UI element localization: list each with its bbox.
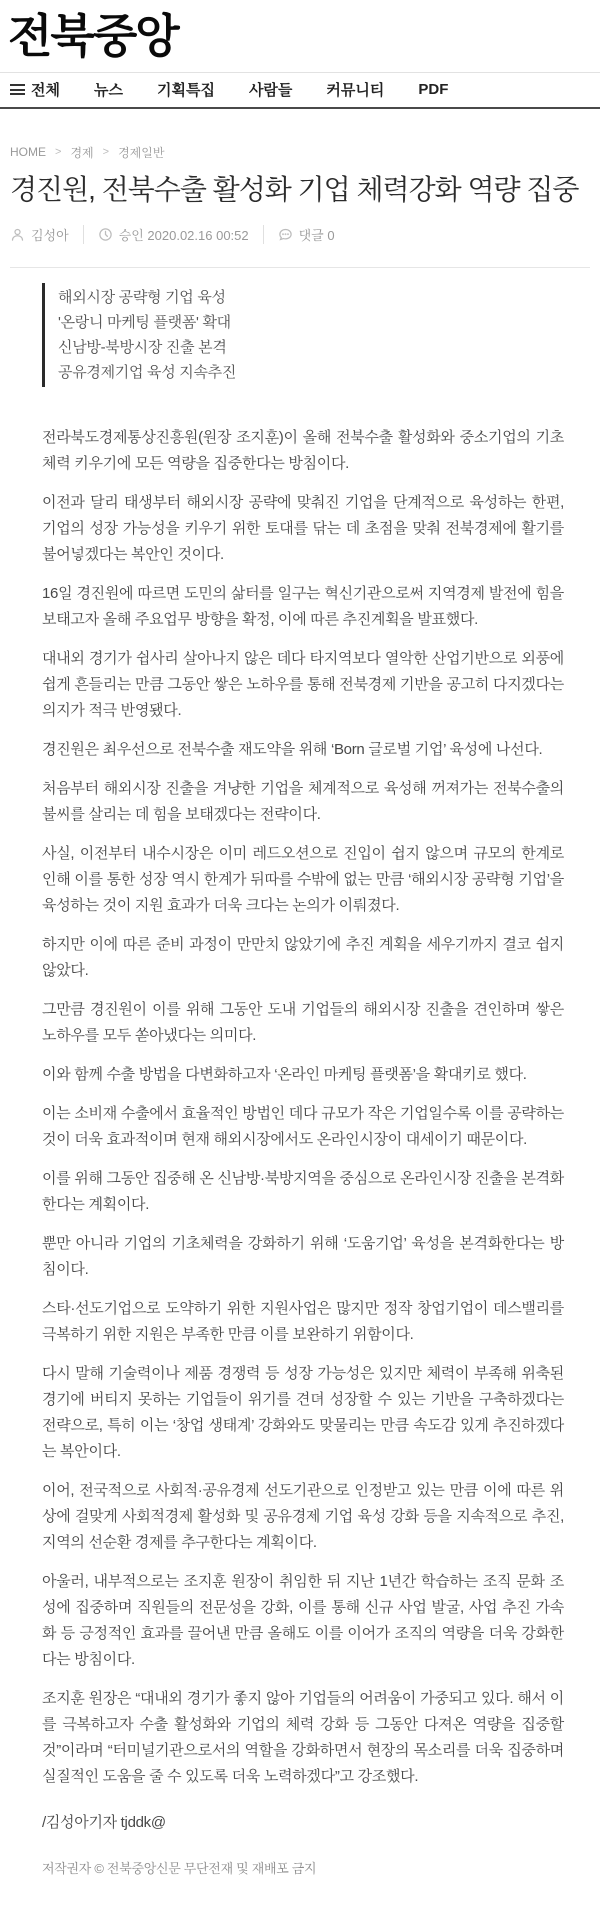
paragraph: 이어, 전국적으로 사회적·공유경제 선도기관으로 인정받고 있는 만큼 이에 따른 위상에 걸맞게 사회적경제 활성화 및 공유경제 기업 육성 강화 등을 지속적으로 추진, 지역의 선순환 경제를 추구한다는 계획이다. <box>42 1481 564 1551</box>
nav-item-label: 뉴스 <box>93 82 123 99</box>
summary-line: '온랑니 마케팅 플랫폼' 확대 <box>58 313 231 331</box>
breadcrumb-economy[interactable]: 경제 <box>70 145 94 160</box>
nav-item-label: 사람들 <box>248 82 293 99</box>
nav-item-label: 전체 <box>31 82 60 99</box>
paragraph: 아울러, 내부적으로는 조지훈 원장이 취임한 뒤 지난 1년간 학습하는 조직 문화 조성에 집중하며 직원들의 전문성을 강화, 이를 통해 신규 사업 발굴, 사업 추진 가속화 등 긍정적인 효과를 끌어낸 만큼 올해도 이를 이어가 조직의 역량을 더욱 강화한다는 방침이다. <box>42 1572 564 1668</box>
byline-author <box>10 225 83 244</box>
breadcrumb-separator-icon: > <box>102 146 110 158</box>
breadcrumb <box>10 144 590 161</box>
nav-item-label: 기획특집 <box>156 82 215 99</box>
breadcrumb-separator-icon: > <box>55 146 62 158</box>
article-summary <box>42 283 590 387</box>
paragraph: 처음부터 해외시장 진출을 겨냥한 기업을 체계적으로 육성해 꺼져가는 전북수출의 불씨를 살리는 데 힘을 보태겠다는 전략이다. <box>42 779 564 823</box>
paragraph: 이와 함께 수출 방법을 다변화하고자 ‘온라인 마케팅 플랫폼’을 확대키로 했다. <box>42 1065 527 1083</box>
copyright-notice: 저작권자 © 전북중앙신문 무단전재 및 재배포 금지 <box>42 1860 317 1876</box>
byline-approved <box>83 225 263 244</box>
nav-item-special[interactable] <box>157 79 215 100</box>
paragraph: 다시 말해 기술력이나 제품 경쟁력 등 성장 가능성은 있지만 체력이 부족해 위축된 경기에 버티지 못하는 기업들이 위기를 견뎌 성장할 수 있는 기반을 구축하겠다는 전략으로, 특히 이는 ‘창업 생태계’ 강화와도 맞물리는 만큼 속도감 있게 추진하겠다는 복안이다. <box>42 1364 564 1460</box>
comments-count: 댓글 0 <box>298 227 335 243</box>
paragraph: 사실, 이전부터 내수시장은 이미 레드오션으로 진입이 쉽지 않으며 규모의 한계로 인해 이를 통한 성장 역시 한계가 뒤따를 수밖에 없는 만큼 ‘해외시장 공략형 기업’을 육성하는 것이 지원 효과가 더욱 크다는 논의가 이뤄졌다. <box>42 844 564 914</box>
paragraph: 경진원은 최우선으로 전북수출 재도약을 위해 ‘Born 글로벌 기업’ 육성에 나선다. <box>42 740 543 758</box>
person-icon <box>10 227 25 242</box>
breadcrumb-economy-general[interactable]: 경제일반 <box>118 145 165 160</box>
summary-line: 공유경제기업 육성 지속추진 <box>58 363 237 381</box>
paragraph: 대내외 경기가 쉽사리 살아나지 않은 데다 타지역보다 열악한 산업기반으로 외풍에 쉽게 흔들리는 만큼 그동안 쌓은 노하우를 통해 전북경제 기반을 공고히 다지겠다는 의지가 적극 반영됐다. <box>42 649 564 719</box>
reporter-signature: /김성아기자 tjddk@ <box>42 1813 166 1831</box>
paragraph: 조지훈 원장은 “대내외 경기가 좋지 않아 기업들의 어려움이 가중되고 있다. 해서 이를 극복하고자 수출 활성화와 기업의 체력 강화 등 그동안 다져온 역량을 집중할 것”이라며 “터미널기관으로서의 역할을 강화하면서 현장의 목소리를 더욱 집중하며 실질적인 도움을 줄 수 있도록 더욱 노력하겠다”고 강조했다. <box>42 1689 564 1785</box>
breadcrumb-home[interactable]: HOME <box>10 145 46 159</box>
article-body <box>42 425 564 1836</box>
summary-line: 신남방-북방시장 진출 본격 <box>58 338 227 356</box>
nav-item-label: PDF <box>418 81 449 98</box>
nav-item-label: 커뮤니티 <box>326 82 385 99</box>
nav-item-news[interactable] <box>94 79 123 100</box>
paragraph: 그만큼 경진원이 이를 위해 그동안 도내 기업들의 해외시장 진출을 견인하며 쌓은 노하우를 모두 쏟아냈다는 의미다. <box>42 1000 564 1044</box>
paragraph: 이전과 달리 태생부터 해외시장 공략에 맞춰진 기업을 단계적으로 육성하는 한편, 기업의 성장 가능성을 키우기 위한 토대를 닦는 데 초점을 맞춰 전북경제에 활기를 불어넣겠다는 복안인 것이다. <box>42 493 564 563</box>
paragraph: 뿐만 아니라 기업의 기초체력을 강화하기 위해 ‘도움기업’ 육성을 본격화한다는 방침이다. <box>42 1234 564 1278</box>
byline <box>10 225 590 244</box>
clock-icon <box>98 227 113 242</box>
section-divider <box>10 267 590 268</box>
summary-line: 해외시장 공략형 기업 육성 <box>58 288 226 306</box>
article-title: 경진원, 전북수출 활성화 기업 체력강화 역량 집중 <box>10 173 579 205</box>
main-nav <box>0 72 600 109</box>
paragraph: 16일 경진원에 따르면 도민의 삶터를 일구는 혁신기관으로써 지역경제 발전에 힘을 보태고자 올해 주요업무 방향을 확정, 이에 따른 추진계획을 발표했다. <box>42 584 564 628</box>
site-logo[interactable]: 전북중앙 <box>8 10 178 62</box>
approved-time: 승인 2020.02.16 00:52 <box>118 227 249 243</box>
paragraph: 이는 소비재 수출에서 효율적인 방법인 데다 규모가 작은 기업일수록 이를 공략하는 것이 더욱 효과적이며 현재 해외시장에서도 온라인시장이 대세이기 때문이다. <box>42 1104 564 1148</box>
byline-comments[interactable] <box>263 225 349 244</box>
nav-item-pdf[interactable] <box>418 81 448 98</box>
masthead <box>0 0 600 72</box>
hamburger-menu-icon <box>10 82 25 98</box>
nav-item-community[interactable] <box>326 79 384 100</box>
comment-bubble-icon <box>278 227 293 242</box>
author-name: 김성아 <box>31 227 69 243</box>
content-column <box>0 144 600 1877</box>
nav-item-all[interactable] <box>10 79 60 100</box>
nav-item-people[interactable] <box>249 79 292 100</box>
paragraph: 전라북도경제통상진흥원(원장 조지훈)이 올해 전북수출 활성화와 중소기업의 기초체력 키우기에 모든 역량을 집중한다는 방침이다. <box>42 428 564 472</box>
paragraph: 이를 위해 그동안 집중해 온 신남방·북방지역을 중심으로 온라인시장 진출을 본격화한다는 계획이다. <box>42 1169 564 1213</box>
paragraph: 하지만 이에 따른 준비 과정이 만만치 않았기에 추진 계획을 세우기까지 결코 쉽지 않았다. <box>42 935 564 979</box>
paragraph: 스타·선도기업으로 도약하기 위한 지원사업은 많지만 정작 창업기업이 데스밸리를 극복하기 위한 지원은 부족한 만큼 이를 보완하기 위함이다. <box>42 1299 564 1343</box>
